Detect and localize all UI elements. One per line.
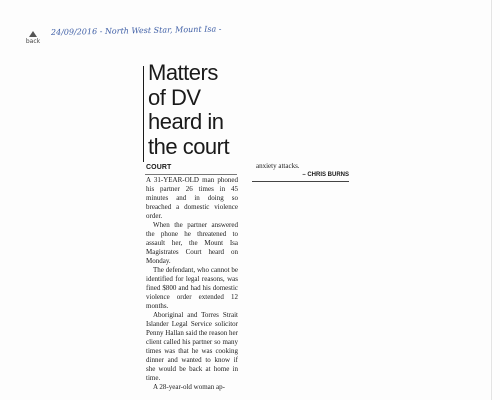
body-paragraph: When the partner answered the phone he threatened to assault her, the Mount Isa Magistrates Court heard on Monday. [146,221,238,265]
article-body [146,176,238,392]
up-arrow-icon [29,31,37,37]
handwritten-source-note: 24/09/2016 - North West Star, Mount Isa - [50,24,222,37]
body-paragraph: A 28-year-old woman ap- [153,383,225,391]
article-headline: Matters of DV heard in the court [148,60,230,159]
continued-article-text: anxiety attacks. [256,162,300,170]
body-paragraph: A 31-YEAR-OLD man phoned his partner 26 times in 45 minutes and in doing so breached a domestic violence order. [146,176,238,220]
section-underline [145,174,237,175]
byline: – CHRIS BURNS [302,172,349,178]
headline-rule [143,66,144,162]
back-label: back [25,38,41,45]
body-paragraph: Aboriginal and Torres Strait Islander Legal Service solicitor Penny Hallan said the reason her client called his partner so many times was that he was cooking dinner and wanted to know if she would be back at home in time. [146,311,238,382]
byline-rule [252,181,349,182]
back-button[interactable] [24,31,42,47]
body-paragraph: The defendant, who cannot be identified for legal reasons, was fined $800 and had his domestic violence order extended 12 months. [146,266,238,310]
section-label: COURT [146,164,172,171]
page-edge-divider [491,0,492,400]
